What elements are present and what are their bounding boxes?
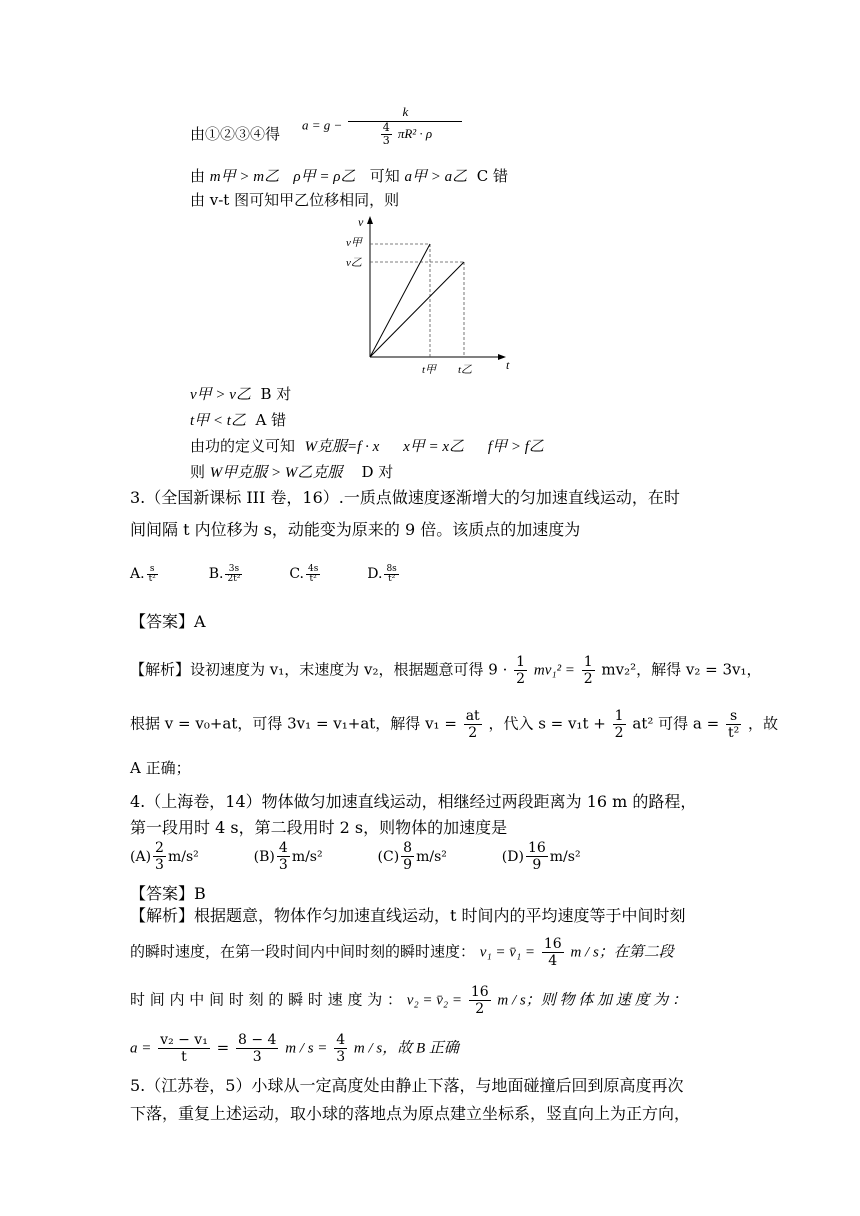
yi-line bbox=[370, 262, 464, 357]
vt-graph bbox=[330, 212, 530, 382]
option-letter: A. bbox=[130, 566, 145, 582]
frac-den: t² bbox=[388, 573, 396, 584]
derivation-line-4 bbox=[190, 384, 291, 405]
q4-stem-1: 4.（上海卷，14）物体做匀加速直线运动，相继经过两段距离为 16 m 的路程， bbox=[130, 792, 697, 811]
q3-option-b bbox=[208, 563, 249, 584]
formula-num: k bbox=[402, 104, 409, 119]
v-axis-arrow bbox=[367, 216, 373, 224]
derivation-line-2 bbox=[190, 166, 508, 187]
q3-option-d bbox=[367, 563, 401, 584]
q3-stem-2: 间间隔 t 内位移为 s，动能变为原来的 9 倍。该质点的加速度为 bbox=[130, 520, 581, 539]
v-jia-label: v甲 bbox=[346, 237, 362, 249]
q4-option-d bbox=[501, 840, 581, 873]
expr: a = bbox=[130, 1040, 152, 1057]
frac-num: 8s bbox=[386, 563, 397, 574]
derivation-line-6 bbox=[190, 436, 544, 457]
expr: = bbox=[216, 1038, 230, 1057]
expr-w: W克服=f · x bbox=[304, 439, 380, 455]
expr-t: t甲 < t乙 bbox=[190, 413, 246, 429]
text: 则 bbox=[190, 463, 206, 481]
option-letter: B. bbox=[208, 566, 224, 582]
q4-options bbox=[130, 840, 581, 873]
expr: v₂ = v̄₂ = bbox=[406, 992, 463, 1009]
t-axis-arrow bbox=[498, 354, 506, 360]
frac-den: 3 bbox=[252, 1049, 262, 1065]
text: m / s；在第二段 bbox=[570, 944, 674, 961]
text: mv₂²，解得 v₂ = 3v₁， bbox=[601, 660, 762, 679]
q4-analysis-3 bbox=[130, 984, 687, 1017]
jia-line bbox=[370, 244, 430, 357]
expr: mv₁² = bbox=[533, 662, 575, 679]
text: 根据 v = v₀+at，可得 3v₁ = v₁+at，解得 v₁ = bbox=[130, 714, 457, 733]
text: m / s；则 物 体 加 速 度 为 ： bbox=[497, 992, 688, 1009]
frac-den: 9 bbox=[403, 857, 413, 873]
q4-analysis-4 bbox=[130, 1032, 459, 1065]
q4-stem-2: 第一段用时 4 s，第二段用时 2 s，则物体的加速度是 bbox=[130, 818, 508, 837]
frac-num: at bbox=[465, 708, 480, 724]
q4-answer: 【答案】B bbox=[130, 884, 206, 903]
frac-den: 2 bbox=[516, 671, 526, 687]
frac-num: 4 bbox=[278, 840, 288, 856]
frac-den: 2t² bbox=[227, 573, 241, 584]
expr-rho: ρ甲 = ρ乙 bbox=[293, 169, 356, 185]
q3-analysis-2 bbox=[130, 708, 778, 741]
frac-den: 2 bbox=[475, 1001, 485, 1017]
q5-stem-2: 下落，重复上述运动，取小球的落地点为原点建立坐标系，竖直向上为正方向， bbox=[130, 1104, 691, 1123]
frac-num: 16 bbox=[527, 840, 546, 856]
q3-answer: 【答案】A bbox=[130, 612, 206, 631]
expr-a: a甲 > a乙 bbox=[404, 169, 468, 185]
formula-lhs: a = g − bbox=[302, 117, 343, 133]
q3-options bbox=[130, 564, 401, 584]
unit: m/s² bbox=[167, 848, 199, 865]
frac-den: 2 bbox=[614, 725, 624, 741]
frac-den: 9 bbox=[532, 857, 542, 873]
q5-stem-1: 5.（江苏卷，5）小球从一定高度处由静止下落，与地面碰撞后回到原高度再次 bbox=[130, 1076, 684, 1095]
frac-num: 1 bbox=[614, 708, 624, 724]
formula-den-num: 4 bbox=[382, 121, 390, 134]
option-letter: (D) bbox=[501, 848, 524, 865]
derivation-line-1 bbox=[190, 124, 280, 144]
t-jia-label: t甲 bbox=[422, 364, 437, 376]
frac-num: 16 bbox=[543, 936, 562, 952]
option-letter: C. bbox=[289, 566, 304, 582]
q3-option-a bbox=[130, 563, 164, 584]
text: m / s，故 B 正确 bbox=[353, 1040, 459, 1057]
v-axis-label: v bbox=[358, 215, 364, 229]
frac-den: t² bbox=[148, 573, 156, 584]
expr-work: W甲克服 > W乙克服 bbox=[209, 465, 343, 481]
expr-m: m甲 > m乙 bbox=[209, 169, 280, 185]
q4-analysis-1: 【解析】根据题意，物体作匀加速直线运动，t 时间内的平均速度等于中间时刻 bbox=[130, 906, 686, 925]
formula-frac bbox=[348, 104, 462, 147]
unit: m/s² bbox=[416, 848, 447, 865]
frac-num: s bbox=[726, 708, 741, 725]
frac-num: 16 bbox=[470, 984, 489, 1000]
frac-den: 2 bbox=[583, 671, 593, 687]
frac-den: t bbox=[181, 1049, 187, 1065]
expr-f: f甲 > f乙 bbox=[487, 439, 544, 455]
text: 【解析】设初速度为 v₁，末速度为 v₂，根据题意可得 9 · bbox=[130, 660, 508, 679]
q4-option-a bbox=[130, 840, 203, 873]
q3-analysis-1 bbox=[130, 654, 762, 687]
unit: m/s² bbox=[549, 848, 581, 865]
text: 由 v-t 图可知甲乙位移相同，则 bbox=[190, 191, 400, 209]
text: 可知 bbox=[369, 167, 400, 185]
frac-den: 4 bbox=[548, 953, 558, 969]
frac-num: 4 bbox=[336, 1032, 346, 1048]
formula-den-frac bbox=[381, 122, 392, 147]
verdict: C 错 bbox=[476, 167, 508, 185]
frac-den: 3 bbox=[336, 1049, 346, 1065]
frac-den: 3 bbox=[278, 857, 288, 873]
formula-a bbox=[302, 104, 464, 147]
text: ，故 bbox=[748, 714, 779, 733]
text: 时 间 内 中 间 时 刻 的 瞬 时 速 度 为 ： bbox=[130, 990, 402, 1009]
frac-num: v₂ − v₁ bbox=[160, 1032, 208, 1048]
formula-den-den: 3 bbox=[382, 134, 390, 147]
t-yi-label: t乙 bbox=[458, 364, 473, 376]
t-axis-label: t bbox=[506, 358, 510, 372]
frac-num: 3s bbox=[225, 565, 242, 575]
expr: m / s = bbox=[285, 1040, 328, 1057]
text: ，代入 s = v₁t + bbox=[488, 714, 606, 733]
q3-analysis-3: A 正确； bbox=[130, 759, 191, 777]
v-yi-label: v乙 bbox=[346, 257, 362, 269]
q4-option-b bbox=[253, 840, 327, 873]
frac-den: 2 bbox=[468, 725, 478, 741]
text: 的瞬时速度，在第一段时间内中间时刻的瞬时速度： bbox=[130, 942, 476, 961]
q3-option-c bbox=[289, 563, 326, 584]
derivation-line-3 bbox=[190, 190, 399, 210]
frac-num: 2 bbox=[155, 840, 164, 856]
text: 由 bbox=[190, 167, 206, 185]
frac-den: 3 bbox=[155, 857, 164, 873]
frac-num: 8 − 4 bbox=[237, 1032, 277, 1048]
q4-analysis-2 bbox=[130, 936, 674, 969]
frac-num: 8 bbox=[403, 840, 413, 856]
frac-num: 4s bbox=[307, 563, 319, 574]
expr-v: v甲 > v乙 bbox=[190, 387, 251, 403]
derivation-line-7 bbox=[190, 462, 393, 483]
verdict: B 对 bbox=[260, 385, 292, 403]
text: 由功的定义可知 bbox=[190, 437, 296, 455]
frac-den: t² bbox=[727, 725, 740, 741]
expr-x: x甲 = x乙 bbox=[403, 439, 465, 455]
option-letter: D. bbox=[367, 566, 383, 582]
option-letter: (B) bbox=[253, 848, 275, 865]
formula-den-rest: πR² · ρ bbox=[397, 126, 433, 141]
verdict: A 错 bbox=[255, 411, 287, 429]
derivation-line-5 bbox=[190, 410, 286, 431]
option-letter: (A) bbox=[130, 848, 152, 865]
text: at² 可得 a = bbox=[632, 714, 720, 733]
expr: v₁ = v̄₁ = bbox=[479, 944, 536, 961]
frac-num: 1 bbox=[583, 654, 593, 670]
q3-stem-1: 3.（全国新课标 III 卷，16）.一质点做速度逐渐增大的匀加速直线运动，在时 bbox=[130, 488, 680, 507]
text: 由①②③④得 bbox=[190, 125, 281, 143]
q4-option-c bbox=[377, 840, 452, 873]
verdict: D 对 bbox=[361, 463, 394, 481]
option-letter: (C) bbox=[377, 848, 400, 865]
frac-num: s bbox=[147, 565, 158, 575]
frac-den: t² bbox=[309, 573, 317, 584]
frac-num: 1 bbox=[516, 654, 526, 670]
unit: m/s² bbox=[291, 848, 323, 865]
